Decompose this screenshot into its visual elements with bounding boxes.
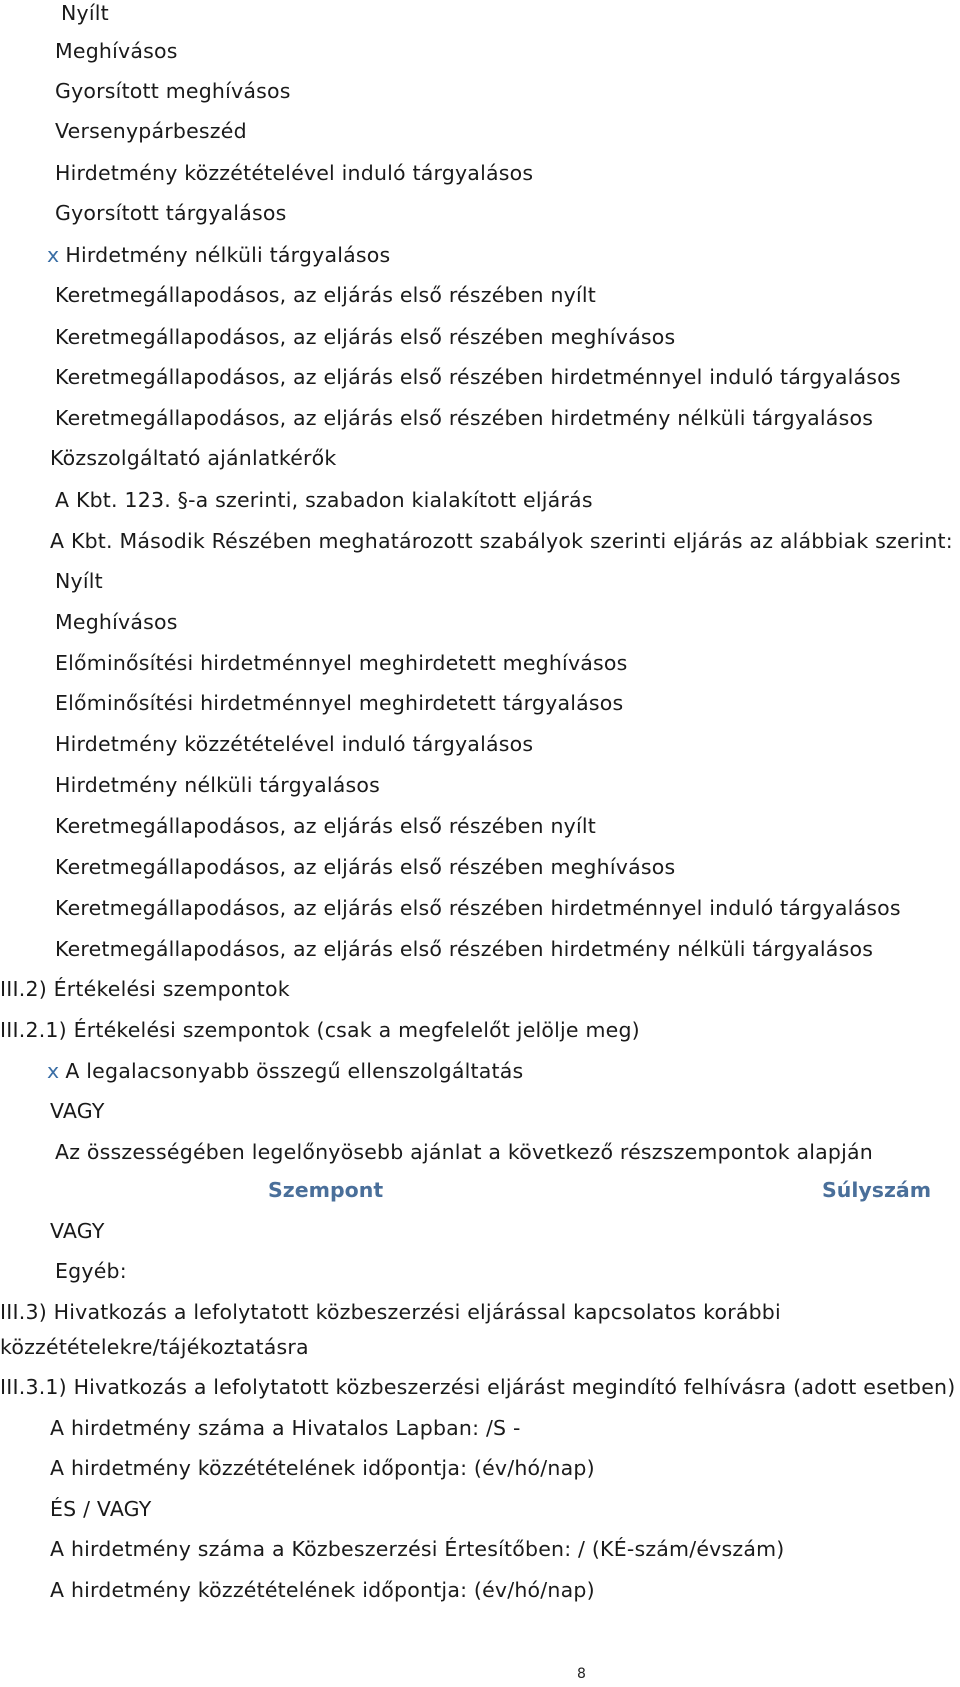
ke-notice-number: A hirdetmény száma a Közbeszerzési Értesítőben: / (KÉ-szám/évszám) — [50, 1537, 785, 1561]
or-separator: VAGY — [50, 1219, 105, 1243]
procedure-option — [55, 364, 901, 390]
procedure-option: Nyílt — [55, 569, 103, 593]
section-subtitle-evaluation: III.2.1) Értékelési szempontok (csak a megfelelőt jelölje meg) — [0, 1018, 640, 1042]
oj-notice-date: A hirdetmény közzétételének időpontja: (év/hó/nap) — [50, 1456, 595, 1480]
procedure-option: Keretmegállapodásos, az eljárás első részében hirdetménnyel induló tárgyalásos — [55, 896, 901, 920]
procedure-option-label: Meghívásos — [55, 39, 178, 63]
procedure-option: Előminősítési hirdetménnyel meghirdetett meghívásos — [55, 651, 628, 675]
procedure-option: Hirdetmény közzétételével induló tárgyalásos — [55, 732, 534, 756]
selection-mark: x — [47, 1059, 60, 1083]
section-title-evaluation: III.2) Értékelési szempontok — [0, 977, 290, 1001]
procedure-option-label: Keretmegállapodásos, az eljárás első részében nyílt — [55, 283, 597, 307]
kbt-123-procedure: A Kbt. 123. §-a szerinti, szabadon kialakított eljárás — [55, 488, 593, 512]
procedure-option-label: Gyorsított tárgyalásos — [55, 201, 287, 225]
procedure-option-label: Nyílt — [61, 1, 109, 25]
procedure-option-label: Hirdetmény közzétételével induló tárgyalásos — [55, 161, 534, 185]
procedure-option-label: Gyorsított meghívásos — [55, 79, 291, 103]
section-subtitle-reference: III.3.1) Hivatkozás a lefolytatott közbeszerzési eljárást megindító felhívásra (adott esetben) — [0, 1375, 956, 1399]
procedure-option: Keretmegállapodásos, az eljárás első részében hirdetmény nélküli tárgyalásos — [55, 937, 874, 961]
procedure-option-label: Keretmegállapodásos, az eljárás első részében hirdetmény nélküli tárgyalásos — [55, 406, 874, 430]
evaluation-option-lowest-price — [47, 1058, 523, 1084]
section-title-reference: III.3) Hivatkozás a lefolytatott közbeszerzési eljárással kapcsolatos korábbi — [0, 1300, 781, 1324]
procedure-option — [55, 38, 178, 64]
procedure-option: Meghívásos — [55, 610, 178, 634]
procedure-option-label: Keretmegállapodásos, az eljárás első részében hirdetménnyel induló tárgyalásos — [55, 365, 901, 389]
page-number: 8 — [577, 1666, 586, 1682]
procedure-option: Keretmegállapodásos, az eljárás első részében nyílt — [55, 814, 597, 838]
and-or-separator: ÉS / VAGY — [50, 1497, 152, 1521]
procedure-option: Hirdetmény nélküli tárgyalásos — [55, 773, 381, 797]
procedure-option — [55, 78, 291, 104]
procedure-option: Keretmegállapodásos, az eljárás első részében meghívásos — [55, 855, 676, 879]
procedure-option — [55, 324, 675, 350]
oj-notice-number: A hirdetmény száma a Hivatalos Lapban: /S - — [50, 1416, 521, 1440]
procedure-option-label: Hirdetmény nélküli tárgyalásos — [65, 243, 391, 267]
column-header-criterion: Szempont — [268, 1178, 384, 1202]
evaluation-option-best-value: Az összességében legelőnyösebb ajánlat a következő részszempontok alapján — [55, 1140, 873, 1164]
procedure-option — [55, 405, 873, 431]
procedure-option-label: Keretmegállapodásos, az eljárás első részében meghívásos — [55, 325, 676, 349]
evaluation-option-label: A legalacsonyabb összegű ellenszolgáltatás — [65, 1059, 524, 1083]
procedure-option-selected — [47, 242, 390, 268]
ke-notice-date: A hirdetmény közzétételének időpontja: (év/hó/nap) — [50, 1578, 595, 1602]
public-service-heading: Közszolgáltató ajánlatkérők — [50, 446, 337, 470]
section-title-reference-cont: közzétételekre/tájékoztatásra — [0, 1335, 309, 1359]
procedure-option — [55, 200, 286, 226]
evaluation-option-other: Egyéb: — [55, 1259, 127, 1283]
kbt-second-part-procedure: A Kbt. Második Részében meghatározott szabályok szerinti eljárás az alábbiak szerint: — [50, 529, 953, 553]
column-header-weight: Súlyszám — [822, 1178, 932, 1202]
or-separator: VAGY — [50, 1099, 105, 1123]
procedure-option — [55, 118, 247, 144]
procedure-option — [55, 282, 596, 308]
procedure-option — [55, 0, 109, 26]
procedure-option — [55, 160, 533, 186]
procedure-option: Előminősítési hirdetménnyel meghirdetett tárgyalásos — [55, 691, 624, 715]
procedure-option-label: Versenypárbeszéd — [55, 119, 247, 143]
selection-mark: x — [47, 243, 60, 267]
